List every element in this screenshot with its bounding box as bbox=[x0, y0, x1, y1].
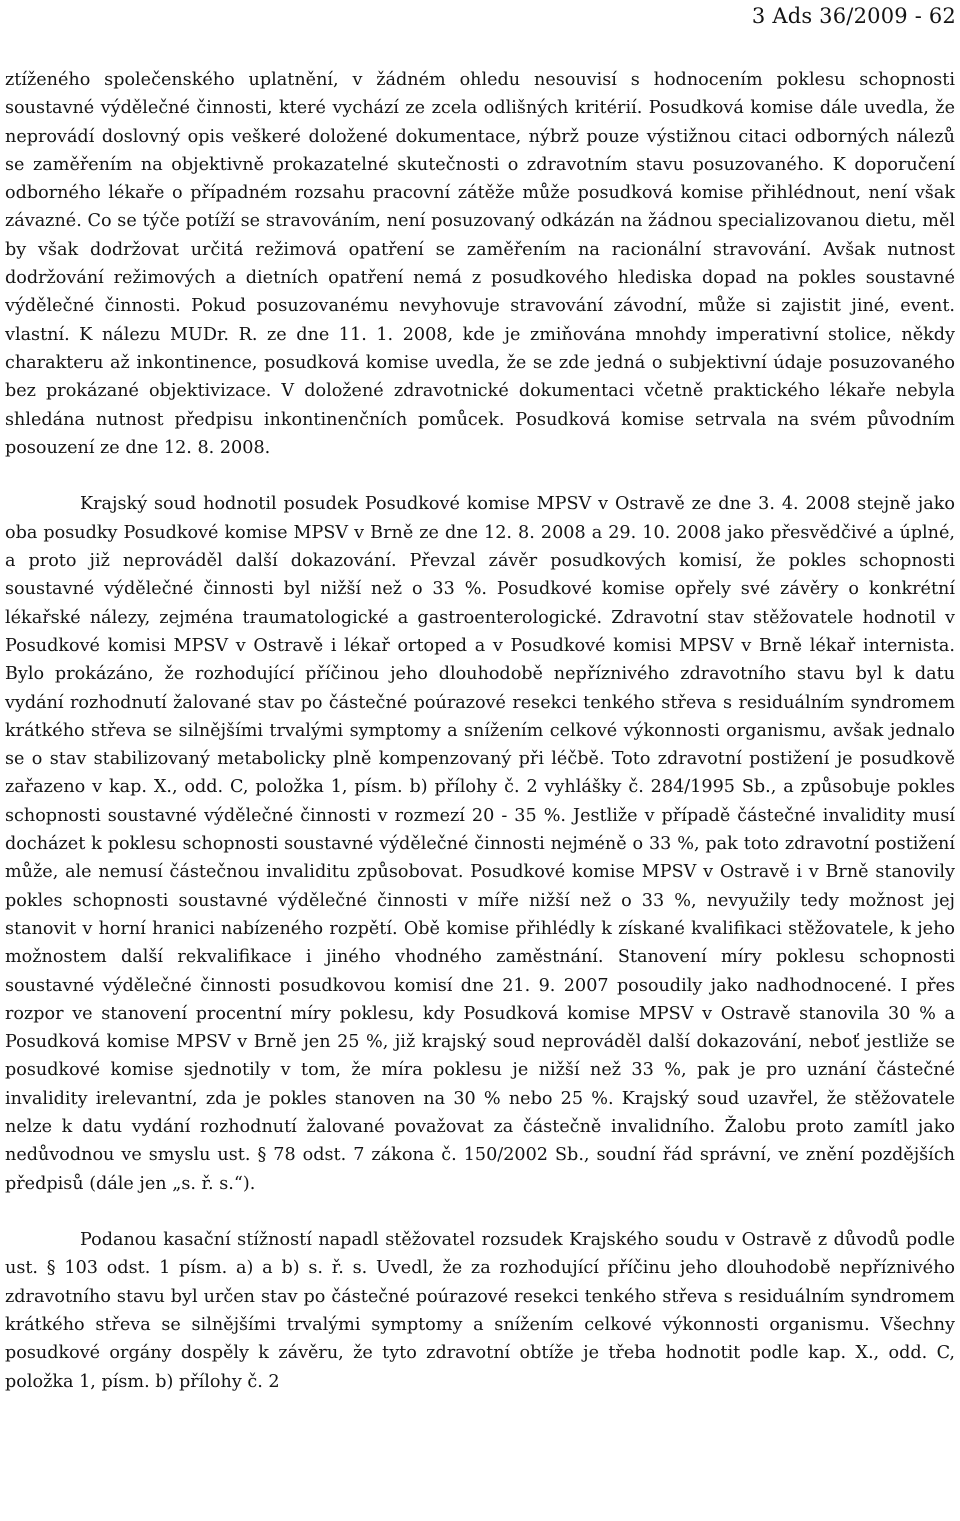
paragraph-regional-court: Krajský soud hodnotil posudek Posudkové komise MPSV v Ostravě ze dne 3. 4. 2008 stejně jako oba posudky Posudkové komise MPSV v Brně ze dne 12. 8. 2008 a 29. 10. 2008 jako přesvědčivé a úplné, a proto již neprováděl další dokazování. Převzal závěr posudkových komisí, že pokles schopnosti soustavné výdělečné činnosti byl nižší než o 33 %. Posudkové komise opřely své závěry o konkrétní lékařské nálezy, zejména traumatologické a gastroenterologické. Zdravotní stav stěžovatele hodnotil v Posudkové komisi MPSV v Ostravě i lékař ortoped a v Posudkové komisi MPSV v Brně lékař internista. Bylo prokázáno, že rozhodující příčinou jeho dlouhodobě nepříznivého zdravotního stavu byl k datu vydání rozhodnutí žalované stav po částečné poúrazové resekci tenkého střeva s residuálním syndromem krátkého střeva se silnějšími trvalými symptomy a snížením celkové výkonnosti organismu, avšak jednalo se o stav stabilizovaný metabolicky plně kompenzovaný při léčbě. Toto zdravotní postižení je posudkově zařazeno v kap. X., odd. C, položka 1, písm. b) přílohy č. 2 vyhlášky č. 284/1995 Sb., a způsobuje pokles schopnosti soustavné výdělečné činnosti v rozmezí 20 - 35 %. Jestliže v případě částečné invalidity musí docházet k poklesu schopnosti soustavné výdělečné činnosti nejméně o 33 %, pak toto zdravotní postižení může, ale nemusí částečnou invaliditu způsobovat. Posudkové komise MPSV v Ostravě i v Brně stanovily pokles schopnosti soustavné výdělečné činnosti v míře nižší než o 33 %, nevyužily tedy možnost jej stanovit v horní hranici nabízeného rozpětí. Obě komise přihlédly k získané kvalifikaci stěžovatele, k jeho možnostem další rekvalifikace i jiného vhodného zaměstnání. Stanovení míry poklesu schopnosti soustavné výdělečné činnosti posudkovou komisí dne 21. 9. 2007 posoudily jako nadhodnocené. I přes rozpor ve stanovení procentní míry poklesu, kdy Posudková komise MPSV v Ostravě stanovila 30 % a Posudková komise MPSV v Brně jen 25 %, již krajský soud neprováděl další dokazování, neboť jestliže se posudkové komise sjednotily v tom, že míra poklesu je nižší než 33 %, pak je pro uznání částečné invalidity irelevantní, zda je pokles stanoven na 30 % nebo 25 %. Krajský soud uzavřel, že stěžovatele nelze k datu vydání rozhodnutí žalované považovat za částečně invalidního. Žalobu proto zamítl jako nedůvodnou ve smyslu ust. § 78 odst. 7 zákona č. 150/2002 Sb., soudní řád správní, ve znění pozdějších předpisů (dále jen „s. ř. s.“). bbox=[5, 494, 955, 1194]
paragraph-gap bbox=[5, 1198, 955, 1226]
document-body bbox=[5, 66, 955, 1396]
paragraph-cassation-complaint: Podanou kasační stížností napadl stěžovatel rozsudek Krajského soudu v Ostravě z důvodů podle ust. § 103 odst. 1 písm. a) a b) s. ř. s. Uvedl, že za rozhodující příčinu jeho dlouhodobě nepříznivého zdravotního stavu byl určen stav po částečné poúrazové resekci tenkého střeva s residuálním syndromem krátkého střeva se silnějšími trvalými symptomy a snížením celkové výkonnosti organismu. Všechny posudkové orgány dospěly k závěru, že tyto zdravotní obtíže je třeba hodnotit podle kap. X., odd. C, položka 1, písm. b) přílohy č. 2 bbox=[5, 1230, 955, 1392]
paragraph-continuation: ztíženého společenského uplatnění, v žádném ohledu nesouvisí s hodnocením poklesu schopnosti soustavné výdělečné činnosti, které vychází ze zcela odlišných kritérií. Posudková komise dále uvedla, že neprovádí doslovný opis veškeré doložené dokumentace, nýbrž pouze výstižnou citaci odborných nálezů se zaměřením na objektivně prokazatelné skutečnosti o zdravotním stavu posuzovaného. K doporučení odborného lékaře o případném rozsahu pracovní zátěže může posudková komise přihlédnout, není však závazné. Co se týče potíží se stravováním, není posuzovaný odkázán na žádnou specializovanou dietu, měl by však dodržovat určitá režimová opatření se zaměřením na racionální stravování. Avšak nutnost dodržování režimových a dietních opatření nemá z posudkového hlediska dopad na pokles soustavné výdělečné činnosti. Pokud posuzovanému nevyhovuje stravování závodní, může si zajistit jiné, event. vlastní. K nálezu MUDr. R. ze dne 11. 1. 2008, kde je zmiňována mnohdy imperativní stolice, někdy charakteru až inkontinence, posudková komise uvedla, že se zde jedná o subjektivní údaje posuzovaného bez prokázané objektivizace. V doložené zdravotnické dokumentaci včetně praktického lékaře nebyla shledána nutnost předpisu inkontinenčních pomůcek. Posudková komise setrvala na svém původním posouzení ze dne 12. 8. 2008. bbox=[5, 70, 955, 458]
paragraph-gap bbox=[5, 462, 955, 490]
page-header-reference: 3 Ads 36/2009 - 62 bbox=[751, 4, 956, 28]
